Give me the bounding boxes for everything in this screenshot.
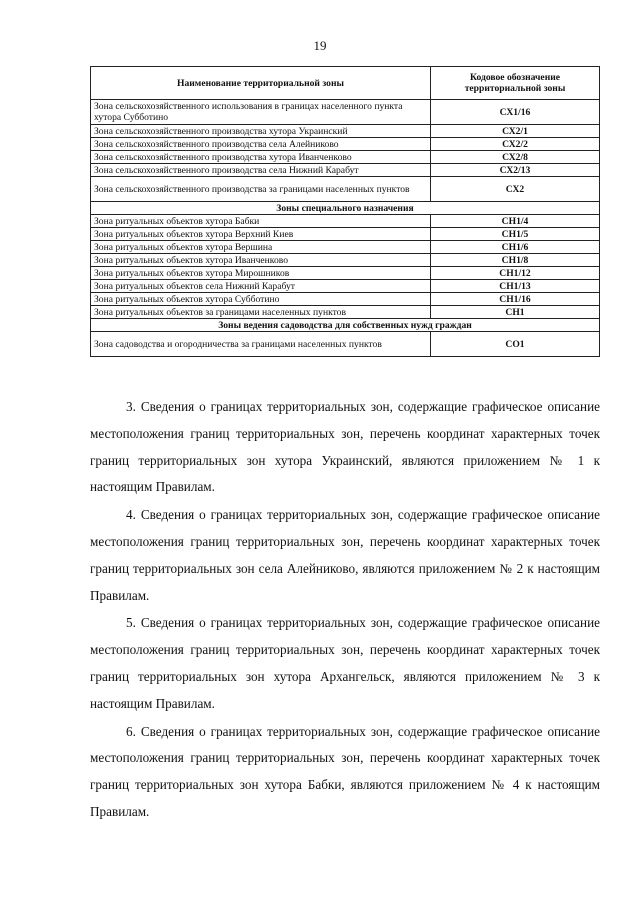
zone-name-cell: Зона ритуальных объектов хутора Мирошников xyxy=(91,267,431,280)
zone-name-cell: Зона садоводства и огородничества за границами населенных пунктов xyxy=(91,332,431,357)
table-row xyxy=(91,164,600,177)
zone-name-cell: Зона сельскохозяйственного производства села Нижний Карабут xyxy=(91,164,431,177)
zone-name-cell: Зона ритуальных объектов хутора Вершина xyxy=(91,241,431,254)
zone-code-cell: СХ2/2 xyxy=(431,138,600,151)
zone-code-cell: СХ1/16 xyxy=(431,100,600,125)
zone-code-cell: СХ2/13 xyxy=(431,164,600,177)
table-row xyxy=(91,267,600,280)
header-zone-code: Кодовое обозначение территориальной зоны xyxy=(431,67,600,100)
paragraph: 4. Сведения о границах территориальных зон, содержащие графическое описание местоположения границ территориальных зон, перечень координат характерных точек границ территориальных зон села Алейниково, являются приложением № 2 к настоящим Правилам. xyxy=(90,507,600,603)
zone-name-cell: Зона ритуальных объектов села Нижний Карабут xyxy=(91,280,431,293)
zone-code-cell: СН1/8 xyxy=(431,254,600,267)
page-number: 19 xyxy=(313,38,327,53)
zone-code-cell: СХ2 xyxy=(431,177,600,202)
zone-code-cell: СХ2/1 xyxy=(431,125,600,138)
header-zone-name: Наименование территориальной зоны xyxy=(91,67,431,100)
table-body xyxy=(91,100,600,357)
zone-code-cell: СН1/16 xyxy=(431,293,600,306)
table-row xyxy=(91,138,600,151)
table-row xyxy=(91,332,600,357)
table-row xyxy=(91,125,600,138)
zone-name-cell: Зона сельскохозяйственного использования в границах населенного пункта хутора Субботино xyxy=(91,100,431,125)
zone-name-cell: Зона сельскохозяйственного производства за границами населенных пунктов xyxy=(91,177,431,202)
zone-name-cell: Зона сельскохозяйственного производства хутора Украинский xyxy=(91,125,431,138)
table-row xyxy=(91,241,600,254)
zone-code-cell: СН1/13 xyxy=(431,280,600,293)
zone-name-cell: Зона сельскохозяйственного производства села Алейниково xyxy=(91,138,431,151)
zone-code-cell: СН1/12 xyxy=(431,267,600,280)
zone-code-cell: СХ2/8 xyxy=(431,151,600,164)
paragraph: 5. Сведения о границах территориальных зон, содержащие графическое описание местоположения границ территориальных зон, перечень координат характерных точек границ территориальных зон хутора Архангельск, являются приложением № 3 к настоящим Правилам. xyxy=(90,615,600,711)
section-title: Зоны ведения садоводства для собственных нужд граждан xyxy=(91,319,600,332)
table-section-row xyxy=(91,319,600,332)
table-section-row xyxy=(91,202,600,215)
zone-code-cell: СН1/6 xyxy=(431,241,600,254)
zone-code-cell: СН1 xyxy=(431,306,600,319)
table-row xyxy=(91,254,600,267)
zone-name-cell: Зона сельскохозяйственного производства хутора Иванченково xyxy=(91,151,431,164)
zone-name-cell: Зона ритуальных объектов хутора Иванченково xyxy=(91,254,431,267)
territorial-zones-table xyxy=(90,66,600,357)
section-title: Зоны специального назначения xyxy=(91,202,600,215)
zone-code-cell: СН1/4 xyxy=(431,215,600,228)
table-row xyxy=(91,228,600,241)
zone-name-cell: Зона ритуальных объектов хутора Верхний Киев xyxy=(91,228,431,241)
table-row xyxy=(91,151,600,164)
table-row xyxy=(91,280,600,293)
table-row xyxy=(91,100,600,125)
paragraph: 3. Сведения о границах территориальных зон, содержащие графическое описание местоположения границ территориальных зон, перечень координат характерных точек границ территориальных зон хутора Украинский, являются приложением № 1 к настоящим Правилам. xyxy=(90,399,600,495)
zone-code-cell: СН1/5 xyxy=(431,228,600,241)
table-row xyxy=(91,177,600,202)
zone-name-cell: Зона ритуальных объектов хутора Субботино xyxy=(91,293,431,306)
table-row xyxy=(91,306,600,319)
table-row xyxy=(91,293,600,306)
body-text xyxy=(90,394,600,827)
zone-name-cell: Зона ритуальных объектов хутора Бабки xyxy=(91,215,431,228)
zone-code-cell: СО1 xyxy=(431,332,600,357)
table-header-row xyxy=(91,67,600,100)
zone-name-cell: Зона ритуальных объектов за границами населенных пунктов xyxy=(91,306,431,319)
table-row xyxy=(91,215,600,228)
paragraph: 6. Сведения о границах территориальных зон, содержащие графическое описание местоположения границ территориальных зон, перечень координат характерных точек границ территориальных зон хутора Бабки, являются приложением № 4 к настоящим Правилам. xyxy=(90,723,600,819)
